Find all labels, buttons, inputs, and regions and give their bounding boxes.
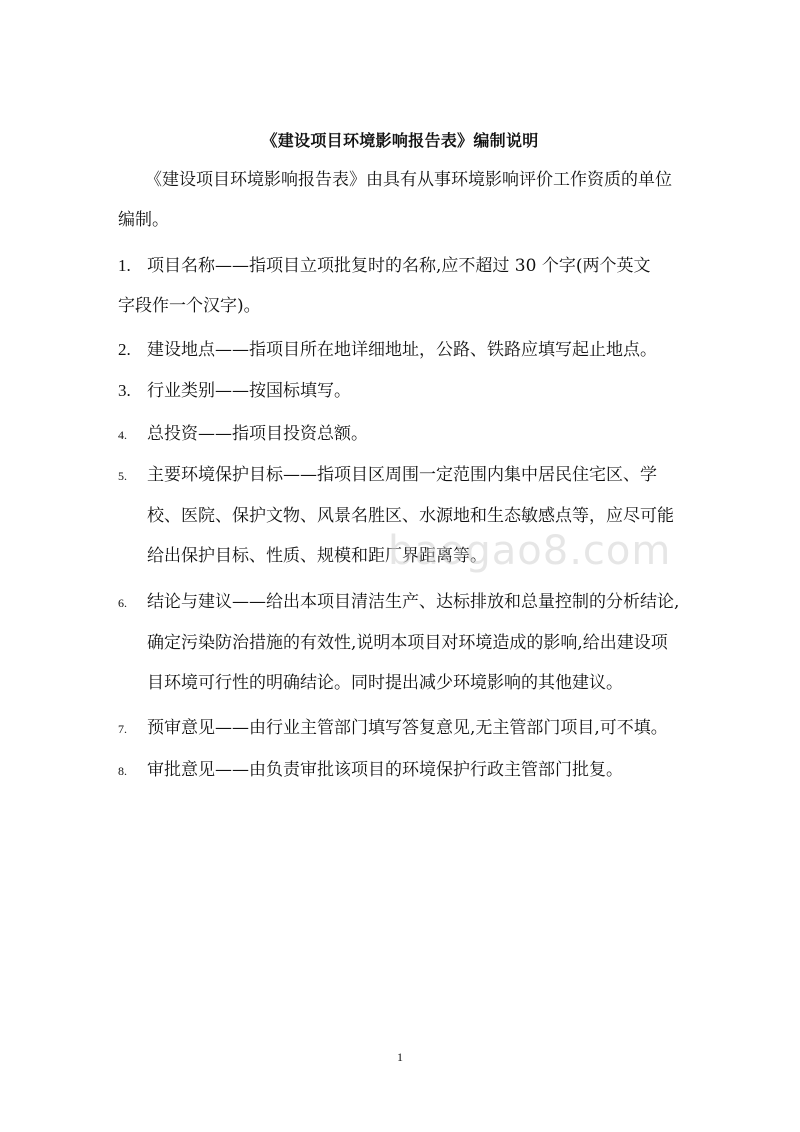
page-number: 1 — [397, 1050, 403, 1064]
item-text: 校、医院、保护文物、风景名胜区、水源地和生态敏感点等，应尽可能 — [147, 506, 674, 526]
watermark: baogao8.com — [388, 528, 672, 574]
item-number: 5. — [118, 469, 127, 483]
item-text: 审批意见——由负责审批该项目的环境保护行政主管部门批复。 — [147, 760, 623, 780]
list-item-5 — [118, 455, 708, 576]
list-item-7 — [118, 708, 708, 749]
item-number: 6. — [118, 596, 127, 610]
list-item-4 — [118, 414, 708, 455]
item-number: 7. — [118, 722, 127, 736]
list-item-6 — [118, 582, 708, 703]
item-text: 主要环境保护目标——指项目区周围一定范围内集中居民住宅区、学 — [147, 465, 657, 485]
page-title: 《建设项目环境影响报告表》编制说明 — [261, 131, 539, 150]
intro-paragraph — [118, 160, 708, 240]
item-text: 字段作一个汉字)。 — [118, 296, 261, 316]
list-item-2 — [118, 330, 708, 370]
item-text: 总投资——指项目投资总额。 — [147, 424, 368, 444]
item-text: 行业类别——按国标填写。 — [147, 381, 351, 401]
item-number: 3. — [118, 381, 131, 400]
item-text: 建设地点——指项目所在地详细地址，公路、铁路应填写起止地点。 — [147, 340, 657, 360]
intro-line: 《建设项目环境影响报告表》由具有从事环境影响评价工作资质的单位 — [145, 170, 672, 190]
item-text: 预审意见——由行业主管部门填写答复意见,无主管部门项目,可不填。 — [147, 718, 668, 738]
item-number: 8. — [118, 764, 127, 778]
intro-line: 编制。 — [118, 210, 169, 230]
list-item-3 — [118, 371, 708, 411]
item-number: 1. — [118, 256, 131, 275]
list-item-8 — [118, 750, 708, 791]
item-text: 结论与建议——给出本项目清洁生产、达标排放和总量控制的分析结论, — [147, 592, 680, 612]
item-text: 确定污染防治措施的有效性,说明本项目对环境造成的影响,给出建设项 — [147, 633, 668, 653]
item-number: 4. — [118, 428, 127, 442]
item-text: 给出保护目标、性质、规模和距厂界距离等。 — [147, 546, 487, 566]
item-text: 项目名称——指项目立项批复时的名称,应不超过 30 个字(两个英文 — [147, 256, 651, 276]
list-item-1 — [118, 246, 708, 326]
item-number: 2. — [118, 340, 131, 359]
item-text: 目环境可行性的明确结论。同时提出减少环境影响的其他建议。 — [147, 673, 623, 693]
